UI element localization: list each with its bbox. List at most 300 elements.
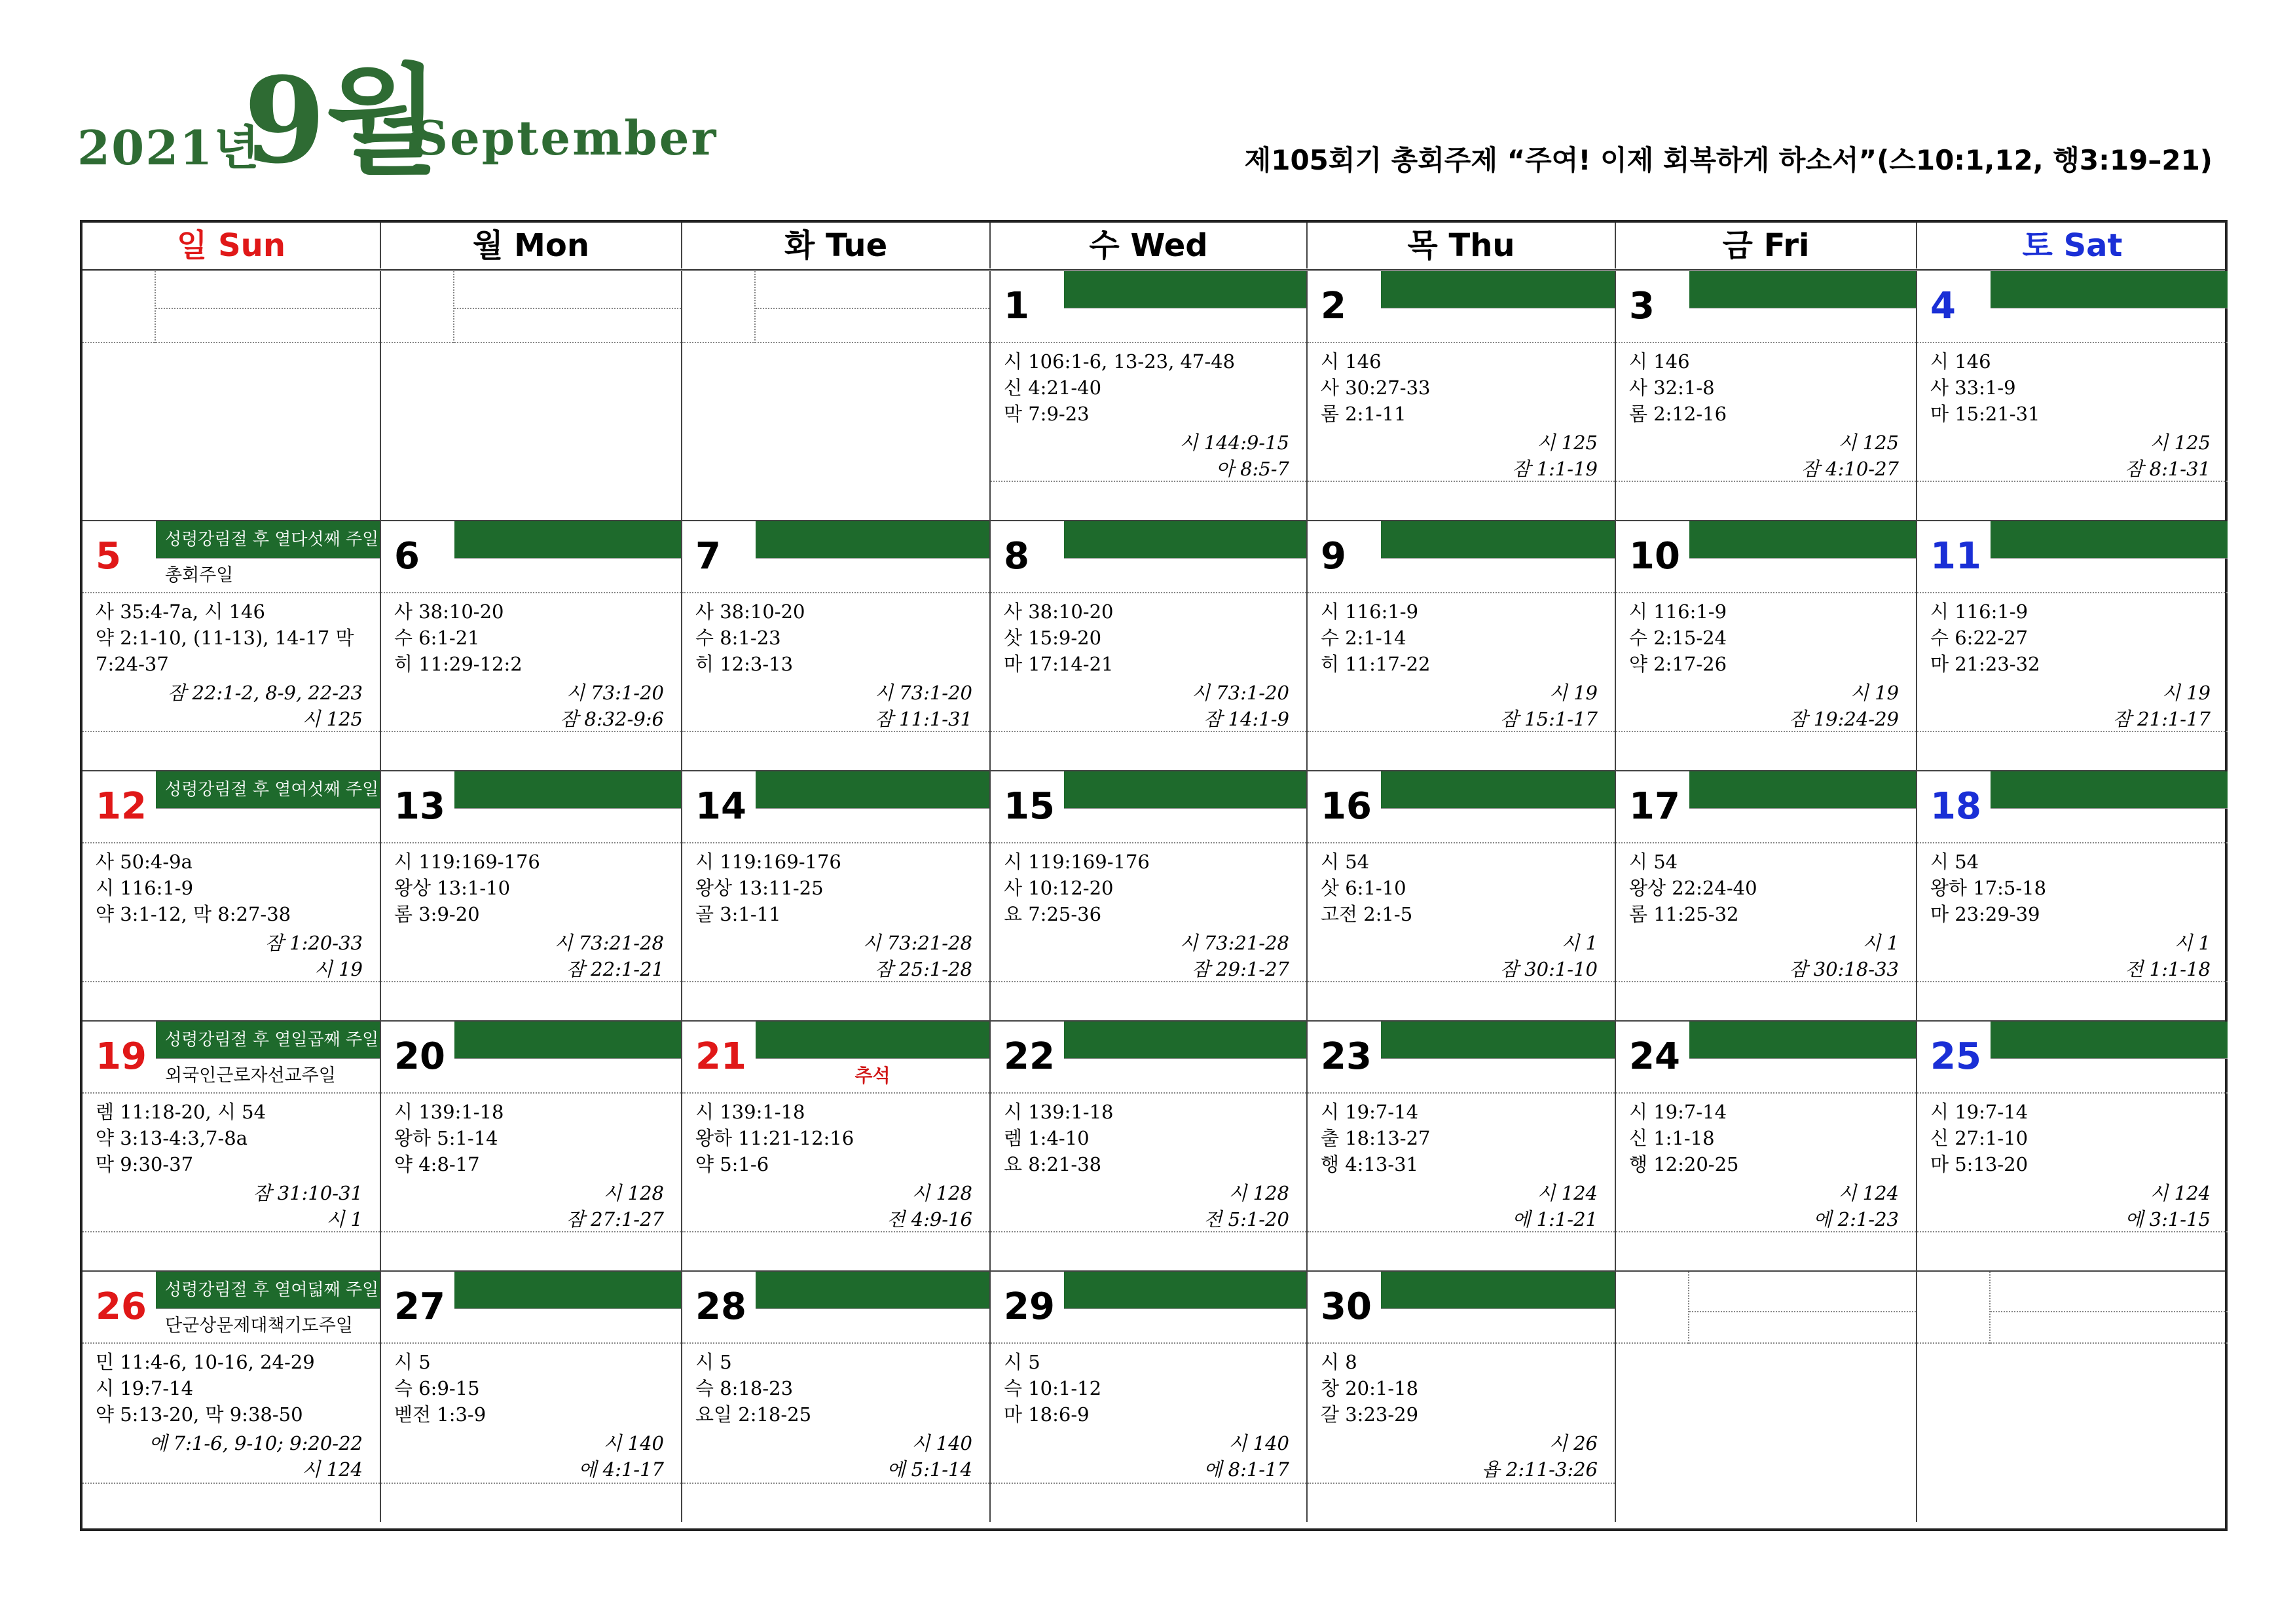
day-cell (1308, 521, 1616, 770)
extra-reading-line: 에 2:1-23 (1813, 1208, 1899, 1230)
reading-line: 사 35:4-7a, 시 146 (96, 600, 265, 623)
day-cell (682, 1272, 991, 1522)
reading-line: 골 3:1-11 (695, 903, 781, 925)
day-of-week-2: 화 Tue (682, 223, 991, 268)
reading-line: 시 119:169-176 (394, 851, 540, 873)
daily-readings (1321, 348, 1603, 427)
additional-readings (554, 930, 664, 982)
day-cell (381, 271, 682, 520)
liturgical-label: 성령강림절 후 열여섯째 주일 (165, 780, 379, 800)
green-header-bar (756, 1022, 989, 1058)
day-cell (1616, 1272, 1917, 1522)
liturgical-label: 성령강림절 후 열다섯째 주일 (165, 530, 379, 549)
day-footer-row (1616, 1231, 1916, 1270)
day-footer-row (991, 481, 1306, 520)
holiday-label: 추석 (854, 1065, 890, 1086)
reading-line: 왕상 13:1-10 (394, 877, 511, 899)
day-number: 16 (1321, 785, 1372, 828)
extra-reading-line: 시 124 (2150, 1182, 2211, 1204)
reading-line: 왕하 11:21-12:16 (695, 1127, 854, 1149)
daily-readings (1321, 599, 1603, 677)
sub-label-row (1381, 308, 1615, 343)
additional-readings (560, 680, 664, 732)
green-header-bar (1064, 271, 1306, 308)
daily-readings (1930, 1099, 2216, 1177)
extra-reading-line: 시 26 (1549, 1432, 1598, 1454)
extra-reading-line: 전 1:1-18 (2125, 958, 2211, 980)
extra-reading-line: 잠 19:24-29 (1789, 708, 1899, 730)
extra-reading-line: 시 140 (603, 1432, 664, 1454)
green-header-bar (1381, 521, 1615, 558)
additional-readings (1203, 1180, 1289, 1232)
reading-line: 사 10:12-20 (1004, 877, 1114, 899)
day-cell (1616, 521, 1917, 770)
reading-line: 창 20:1-18 (1321, 1377, 1419, 1399)
reading-line: 시 146 (1629, 350, 1690, 373)
reading-line: 시 8 (1321, 1351, 1357, 1373)
reading-line: 수 2:15-24 (1629, 627, 1727, 649)
extra-reading-line: 시 73:1-20 (566, 682, 664, 704)
day-cell (1917, 1022, 2228, 1270)
day-of-week-3: 수 Wed (991, 223, 1308, 268)
reading-line: 갈 3:23-29 (1321, 1403, 1419, 1426)
day-footer-row (1308, 1483, 1615, 1522)
daily-readings (96, 849, 368, 927)
extra-reading-line: 잠 8:32-9:6 (560, 708, 664, 730)
additional-readings (1179, 930, 1289, 982)
reading-line: 왕하 17:5-18 (1930, 877, 2047, 899)
reading-line: 시 139:1-18 (394, 1101, 504, 1123)
extra-reading-line: 시 1 (1561, 932, 1598, 954)
reading-line: 사 38:10-20 (1004, 600, 1114, 623)
daily-readings (1321, 1349, 1603, 1428)
extra-reading-line: 시 73:21-28 (1179, 932, 1289, 954)
green-header-bar (156, 1272, 380, 1308)
green-header-bar (1689, 521, 1916, 558)
green-header-bar (156, 1022, 380, 1058)
day-number: 27 (394, 1285, 445, 1328)
extra-reading-line: 시 144:9-15 (1179, 432, 1289, 454)
reading-line: 사 33:1-9 (1930, 377, 2016, 399)
day-footer-row (1917, 731, 2228, 770)
day-cell (381, 521, 682, 770)
sub-label-row (454, 808, 681, 843)
reading-line: 고전 2:1-5 (1321, 903, 1413, 925)
day-footer-row (1917, 481, 2228, 520)
reading-line: 삿 6:1-10 (1321, 877, 1406, 899)
sub-label-row (1381, 808, 1615, 843)
reading-line: 마 21:23-32 (1930, 653, 2040, 675)
day-cell (682, 271, 991, 520)
daily-readings (1004, 599, 1294, 677)
extra-reading-line: 시 19 (1850, 682, 1899, 704)
green-header-bar (1381, 1022, 1615, 1058)
sub-label-row (756, 1308, 989, 1344)
sub-label-row (1381, 1308, 1615, 1344)
reading-line: 신 1:1-18 (1629, 1127, 1715, 1149)
extra-reading-line: 에 7:1-6, 9-10; 9:20-22 (149, 1432, 363, 1454)
day-number: 29 (1004, 1285, 1055, 1328)
day-cell (991, 271, 1308, 520)
reading-line: 시 54 (1629, 851, 1678, 873)
reading-line: 슥 6:9-15 (394, 1377, 480, 1399)
reading-line: 시 19:7-14 (96, 1377, 194, 1399)
daily-readings (1321, 849, 1603, 927)
day-footer-row (682, 981, 989, 1020)
additional-readings (168, 680, 363, 732)
extra-reading-line: 잠 29:1-27 (1191, 958, 1289, 980)
sub-label-row (1064, 558, 1306, 593)
extra-reading-line: 잠 14:1-9 (1203, 708, 1289, 730)
additional-readings (1192, 680, 1289, 732)
day-number: 20 (394, 1035, 445, 1078)
header-theme: 제105회기 총회주제 “주여! 이제 회복하게 하소서”(스10:1,12, 행3:19–21) (1244, 144, 2212, 176)
extra-reading-line: 시 124 (302, 1458, 363, 1481)
green-header-bar (1064, 771, 1306, 808)
reading-line: 약 2:17-26 (1629, 653, 1727, 675)
reading-line: 민 11:4-6, 10-16, 24-29 (96, 1351, 315, 1373)
extra-reading-line: 에 4:1-17 (578, 1458, 664, 1481)
day-footer-row (1308, 731, 1615, 770)
day-footer-row (991, 981, 1306, 1020)
day-footer-row (381, 1483, 681, 1522)
day-footer-row (83, 731, 380, 770)
reading-line: 7:24-37 (96, 653, 169, 675)
liturgical-label: 성령강림절 후 열여덟째 주일 (165, 1280, 379, 1300)
day-cell (1308, 271, 1616, 520)
day-cell (83, 1022, 381, 1270)
additional-readings (253, 1180, 363, 1232)
day-of-week-4: 목 Thu (1308, 223, 1616, 268)
green-header-bar (454, 1022, 681, 1058)
day-number: 26 (96, 1285, 147, 1328)
reading-line: 시 5 (1004, 1351, 1040, 1373)
day-cell (682, 521, 991, 770)
reading-line: 사 32:1-8 (1629, 377, 1715, 399)
green-header-bar (1381, 771, 1615, 808)
sub-label-row (156, 1308, 380, 1344)
extra-reading-line: 잠 1:20-33 (265, 932, 363, 954)
extra-reading-line: 잠 11:1-31 (874, 708, 972, 730)
sub-label-row (1381, 558, 1615, 593)
reading-line: 약 2:1-10, (11-13), 14-17 막 (96, 627, 354, 649)
day-footer-row (381, 1231, 681, 1270)
day-number: 8 (1004, 535, 1029, 578)
green-header-bar (454, 521, 681, 558)
daily-readings (1629, 1099, 1904, 1177)
day-number: 12 (96, 785, 147, 828)
day-cell (991, 1022, 1308, 1270)
reading-line: 수 6:1-21 (394, 627, 480, 649)
additional-readings (1500, 680, 1598, 732)
day-footer-row (1616, 981, 1916, 1020)
daily-readings (1004, 1349, 1294, 1428)
reading-line: 시 19:7-14 (1321, 1101, 1419, 1123)
day-footer-row (1308, 981, 1615, 1020)
day-cell (83, 271, 381, 520)
additional-readings (1179, 430, 1289, 482)
reading-line: 시 119:169-176 (1004, 851, 1150, 873)
reading-line: 마 18:6-9 (1004, 1403, 1090, 1426)
green-header-bar (1991, 1022, 2228, 1058)
additional-readings (1789, 930, 1899, 982)
sub-label-row (1991, 308, 2228, 343)
day-footer-row (1616, 731, 1916, 770)
day-top-band (1917, 1272, 2228, 1344)
daily-readings (695, 599, 978, 677)
day-of-week-6: 토 Sat (2022, 227, 2123, 264)
day-of-week-1: 월 Mon (381, 223, 682, 268)
day-cell (1917, 771, 2228, 1020)
extra-reading-line: 시 140 (1228, 1432, 1289, 1454)
day-cell (1616, 771, 1917, 1020)
day-number: 11 (1930, 535, 1981, 578)
day-number: 18 (1930, 785, 1981, 828)
day-cell (991, 771, 1308, 1020)
day-cell (682, 1022, 991, 1270)
extra-reading-line: 아 8:5-7 (1215, 458, 1289, 480)
additional-readings (875, 680, 972, 732)
daily-readings (695, 1099, 978, 1177)
daily-readings (1930, 599, 2216, 677)
green-header-bar (1991, 771, 2228, 808)
extra-reading-line: 전 5:1-20 (1203, 1208, 1289, 1230)
sub-label-row (454, 1308, 681, 1344)
green-header-bar (1689, 771, 1916, 808)
extra-reading-line: 시 124 (1838, 1182, 1899, 1204)
reading-line: 롬 2:1-11 (1321, 403, 1406, 425)
extra-reading-line: 시 124 (1537, 1182, 1598, 1204)
day-of-week-0: 일 Sun (83, 223, 381, 268)
extra-reading-line: 시 73:1-20 (1191, 682, 1289, 704)
day-footer-row (83, 1231, 380, 1270)
liturgical-label: 성령강림절 후 열일곱째 주일 (165, 1030, 379, 1050)
day-number: 4 (1930, 285, 1956, 327)
extra-reading-line: 시 1 (326, 1208, 363, 1230)
green-header-bar (454, 1272, 681, 1308)
extra-reading-line: 잠 15:1-17 (1499, 708, 1598, 730)
daily-readings (1629, 849, 1904, 927)
extra-reading-line: 시 125 (1838, 432, 1899, 454)
green-header-bar (756, 521, 989, 558)
additional-readings (1203, 1430, 1289, 1483)
sub-label-row (1064, 1058, 1306, 1094)
day-cell (381, 771, 682, 1020)
day-number: 22 (1004, 1035, 1055, 1078)
additional-readings (149, 1430, 363, 1483)
extra-reading-line: 에 3:1-15 (2125, 1208, 2211, 1230)
day-footer-row (682, 1483, 989, 1522)
reading-line: 마 17:14-21 (1004, 653, 1114, 675)
additional-readings (1512, 430, 1598, 482)
extra-reading-line: 시 73:21-28 (554, 932, 664, 954)
day-cell (1917, 1272, 2228, 1522)
reading-line: 히 12:3-13 (695, 653, 794, 675)
day-footer-row (1616, 481, 1916, 520)
day-number: 23 (1321, 1035, 1372, 1078)
daily-readings (96, 1349, 368, 1428)
extra-reading-line: 잠 27:1-27 (566, 1208, 664, 1230)
reading-line: 롬 11:25-32 (1629, 903, 1739, 925)
day-cell (682, 771, 991, 1020)
day-cell (991, 1272, 1308, 1522)
additional-readings (887, 1180, 972, 1232)
extra-reading-line: 시 128 (911, 1182, 972, 1204)
daily-readings (394, 849, 669, 927)
daily-readings (1629, 348, 1904, 427)
reading-line: 마 23:29-39 (1930, 903, 2040, 925)
day-number: 1 (1004, 285, 1029, 327)
reading-line: 약 5:1-6 (695, 1153, 769, 1175)
day-cell (1308, 771, 1616, 1020)
reading-line: 시 116:1-9 (1629, 600, 1727, 623)
daily-readings (1004, 1099, 1294, 1177)
day-footer-row (1917, 1231, 2228, 1270)
extra-reading-line: 시 73:21-28 (862, 932, 972, 954)
extra-reading-line: 잠 1:1-19 (1512, 458, 1598, 480)
calendar-grid (80, 220, 2228, 1531)
extra-reading-line: 시 125 (1537, 432, 1598, 454)
reading-line: 슥 8:18-23 (695, 1377, 794, 1399)
daily-readings (96, 1099, 368, 1177)
extra-reading-line: 잠 22:1-21 (566, 958, 664, 980)
day-number: 14 (695, 785, 746, 828)
day-number: 2 (1321, 285, 1346, 327)
special-sunday-label: 총회주일 (165, 565, 234, 585)
reading-line: 시 5 (394, 1351, 431, 1373)
special-sunday-label: 단군상문제대책기도주일 (165, 1316, 353, 1336)
day-cell (381, 1272, 682, 1522)
extra-reading-line: 에 1:1-21 (1512, 1208, 1598, 1230)
green-header-bar (1064, 1022, 1306, 1058)
day-of-week-5: 금 Fri (1616, 223, 1917, 268)
reading-line: 요 7:25-36 (1004, 903, 1102, 925)
reading-line: 행 4:13-31 (1321, 1153, 1419, 1175)
daily-readings (1930, 348, 2216, 427)
green-header-bar (1064, 1272, 1306, 1308)
additional-readings (2125, 930, 2211, 982)
reading-line: 시 146 (1321, 350, 1382, 373)
additional-readings (1813, 1180, 1899, 1232)
day-footer-row (991, 1483, 1306, 1522)
additional-readings (2113, 680, 2211, 732)
extra-reading-line: 잠 30:1-10 (1499, 958, 1598, 980)
extra-reading-line: 잠 4:10-27 (1801, 458, 1899, 480)
reading-line: 신 27:1-10 (1930, 1127, 2029, 1149)
special-sunday-label: 외국인근로자선교주일 (165, 1065, 336, 1086)
additional-readings (265, 930, 363, 982)
extra-reading-line: 전 4:9-16 (887, 1208, 972, 1230)
sub-label-row (156, 1058, 380, 1094)
sub-label-row (756, 558, 989, 593)
additional-readings (1789, 680, 1899, 732)
extra-reading-line: 욥 2:11-3:26 (1481, 1458, 1598, 1481)
day-cell (1308, 1022, 1616, 1270)
reading-line: 마 15:21-31 (1930, 403, 2040, 425)
additional-readings (566, 1180, 664, 1232)
reading-line: 약 3:1-12, 막 8:27-38 (96, 903, 291, 925)
daily-readings (1004, 348, 1294, 427)
extra-reading-line: 잠 31:10-31 (253, 1182, 363, 1204)
daily-readings (1930, 849, 2216, 927)
day-cell (1917, 271, 2228, 520)
reading-line: 시 139:1-18 (695, 1101, 805, 1123)
day-number: 19 (96, 1035, 147, 1078)
reading-line: 행 12:20-25 (1629, 1153, 1739, 1175)
day-cell (991, 521, 1308, 770)
extra-reading-line: 시 19 (1549, 682, 1598, 704)
reading-line: 수 6:22-27 (1930, 627, 2029, 649)
week-row (83, 271, 2225, 521)
additional-readings (1512, 1180, 1598, 1232)
daily-readings (695, 1349, 978, 1428)
sub-label-row (1064, 308, 1306, 343)
day-footer-row (1308, 1231, 1615, 1270)
day-cell (1917, 521, 2228, 770)
day-number: 10 (1629, 535, 1680, 578)
daily-readings (394, 1099, 669, 1177)
reading-line: 시 119:169-176 (695, 851, 841, 873)
reading-line: 히 11:29-12:2 (394, 653, 523, 675)
day-number: 5 (96, 535, 121, 578)
reading-line: 요일 2:18-25 (695, 1403, 812, 1426)
sub-label-row (454, 1058, 681, 1094)
sub-label-row (1991, 1058, 2228, 1094)
reading-line: 수 8:1-23 (695, 627, 781, 649)
reading-line: 마 5:13-20 (1930, 1153, 2029, 1175)
day-footer-row (991, 731, 1306, 770)
sub-label-row (1991, 558, 2228, 593)
sub-label-row (1064, 1308, 1306, 1344)
additional-readings (887, 1430, 972, 1483)
day-number: 6 (394, 535, 420, 578)
green-header-bar (1689, 1022, 1916, 1058)
day-number: 30 (1321, 1285, 1372, 1328)
day-number: 9 (1321, 535, 1346, 578)
extra-reading-line: 시 19 (314, 958, 363, 980)
week-row (83, 521, 2225, 771)
reading-line: 사 50:4-9a (96, 851, 193, 873)
green-header-bar (1991, 521, 2228, 558)
week-row (83, 1272, 2225, 1522)
daily-readings (1629, 599, 1904, 677)
reading-line: 시 116:1-9 (96, 877, 194, 899)
day-number: 15 (1004, 785, 1055, 828)
sub-label-row (756, 808, 989, 843)
reading-line: 수 2:1-14 (1321, 627, 1406, 649)
additional-readings (1500, 930, 1598, 982)
sub-label-row (156, 808, 380, 843)
reading-line: 신 4:21-40 (1004, 377, 1102, 399)
sub-label-row (1689, 808, 1916, 843)
daily-readings (695, 849, 978, 927)
extra-reading-line: 시 19 (2161, 682, 2211, 704)
green-header-bar (1381, 271, 1615, 308)
extra-reading-line: 에 8:1-17 (1203, 1458, 1289, 1481)
reading-line: 시 19:7-14 (1930, 1101, 2029, 1123)
reading-line: 약 5:13-20, 막 9:38-50 (96, 1403, 303, 1426)
reading-line: 히 11:17-22 (1321, 653, 1431, 675)
day-footer-row (682, 731, 989, 770)
day-number: 21 (695, 1035, 746, 1078)
extra-reading-line: 시 128 (603, 1182, 664, 1204)
day-cell (1616, 271, 1917, 520)
reading-line: 시 139:1-18 (1004, 1101, 1114, 1123)
reading-line: 롬 2:12-16 (1629, 403, 1727, 425)
additional-readings (578, 1430, 664, 1483)
reading-line: 시 116:1-9 (1930, 600, 2029, 623)
green-header-bar (756, 771, 989, 808)
